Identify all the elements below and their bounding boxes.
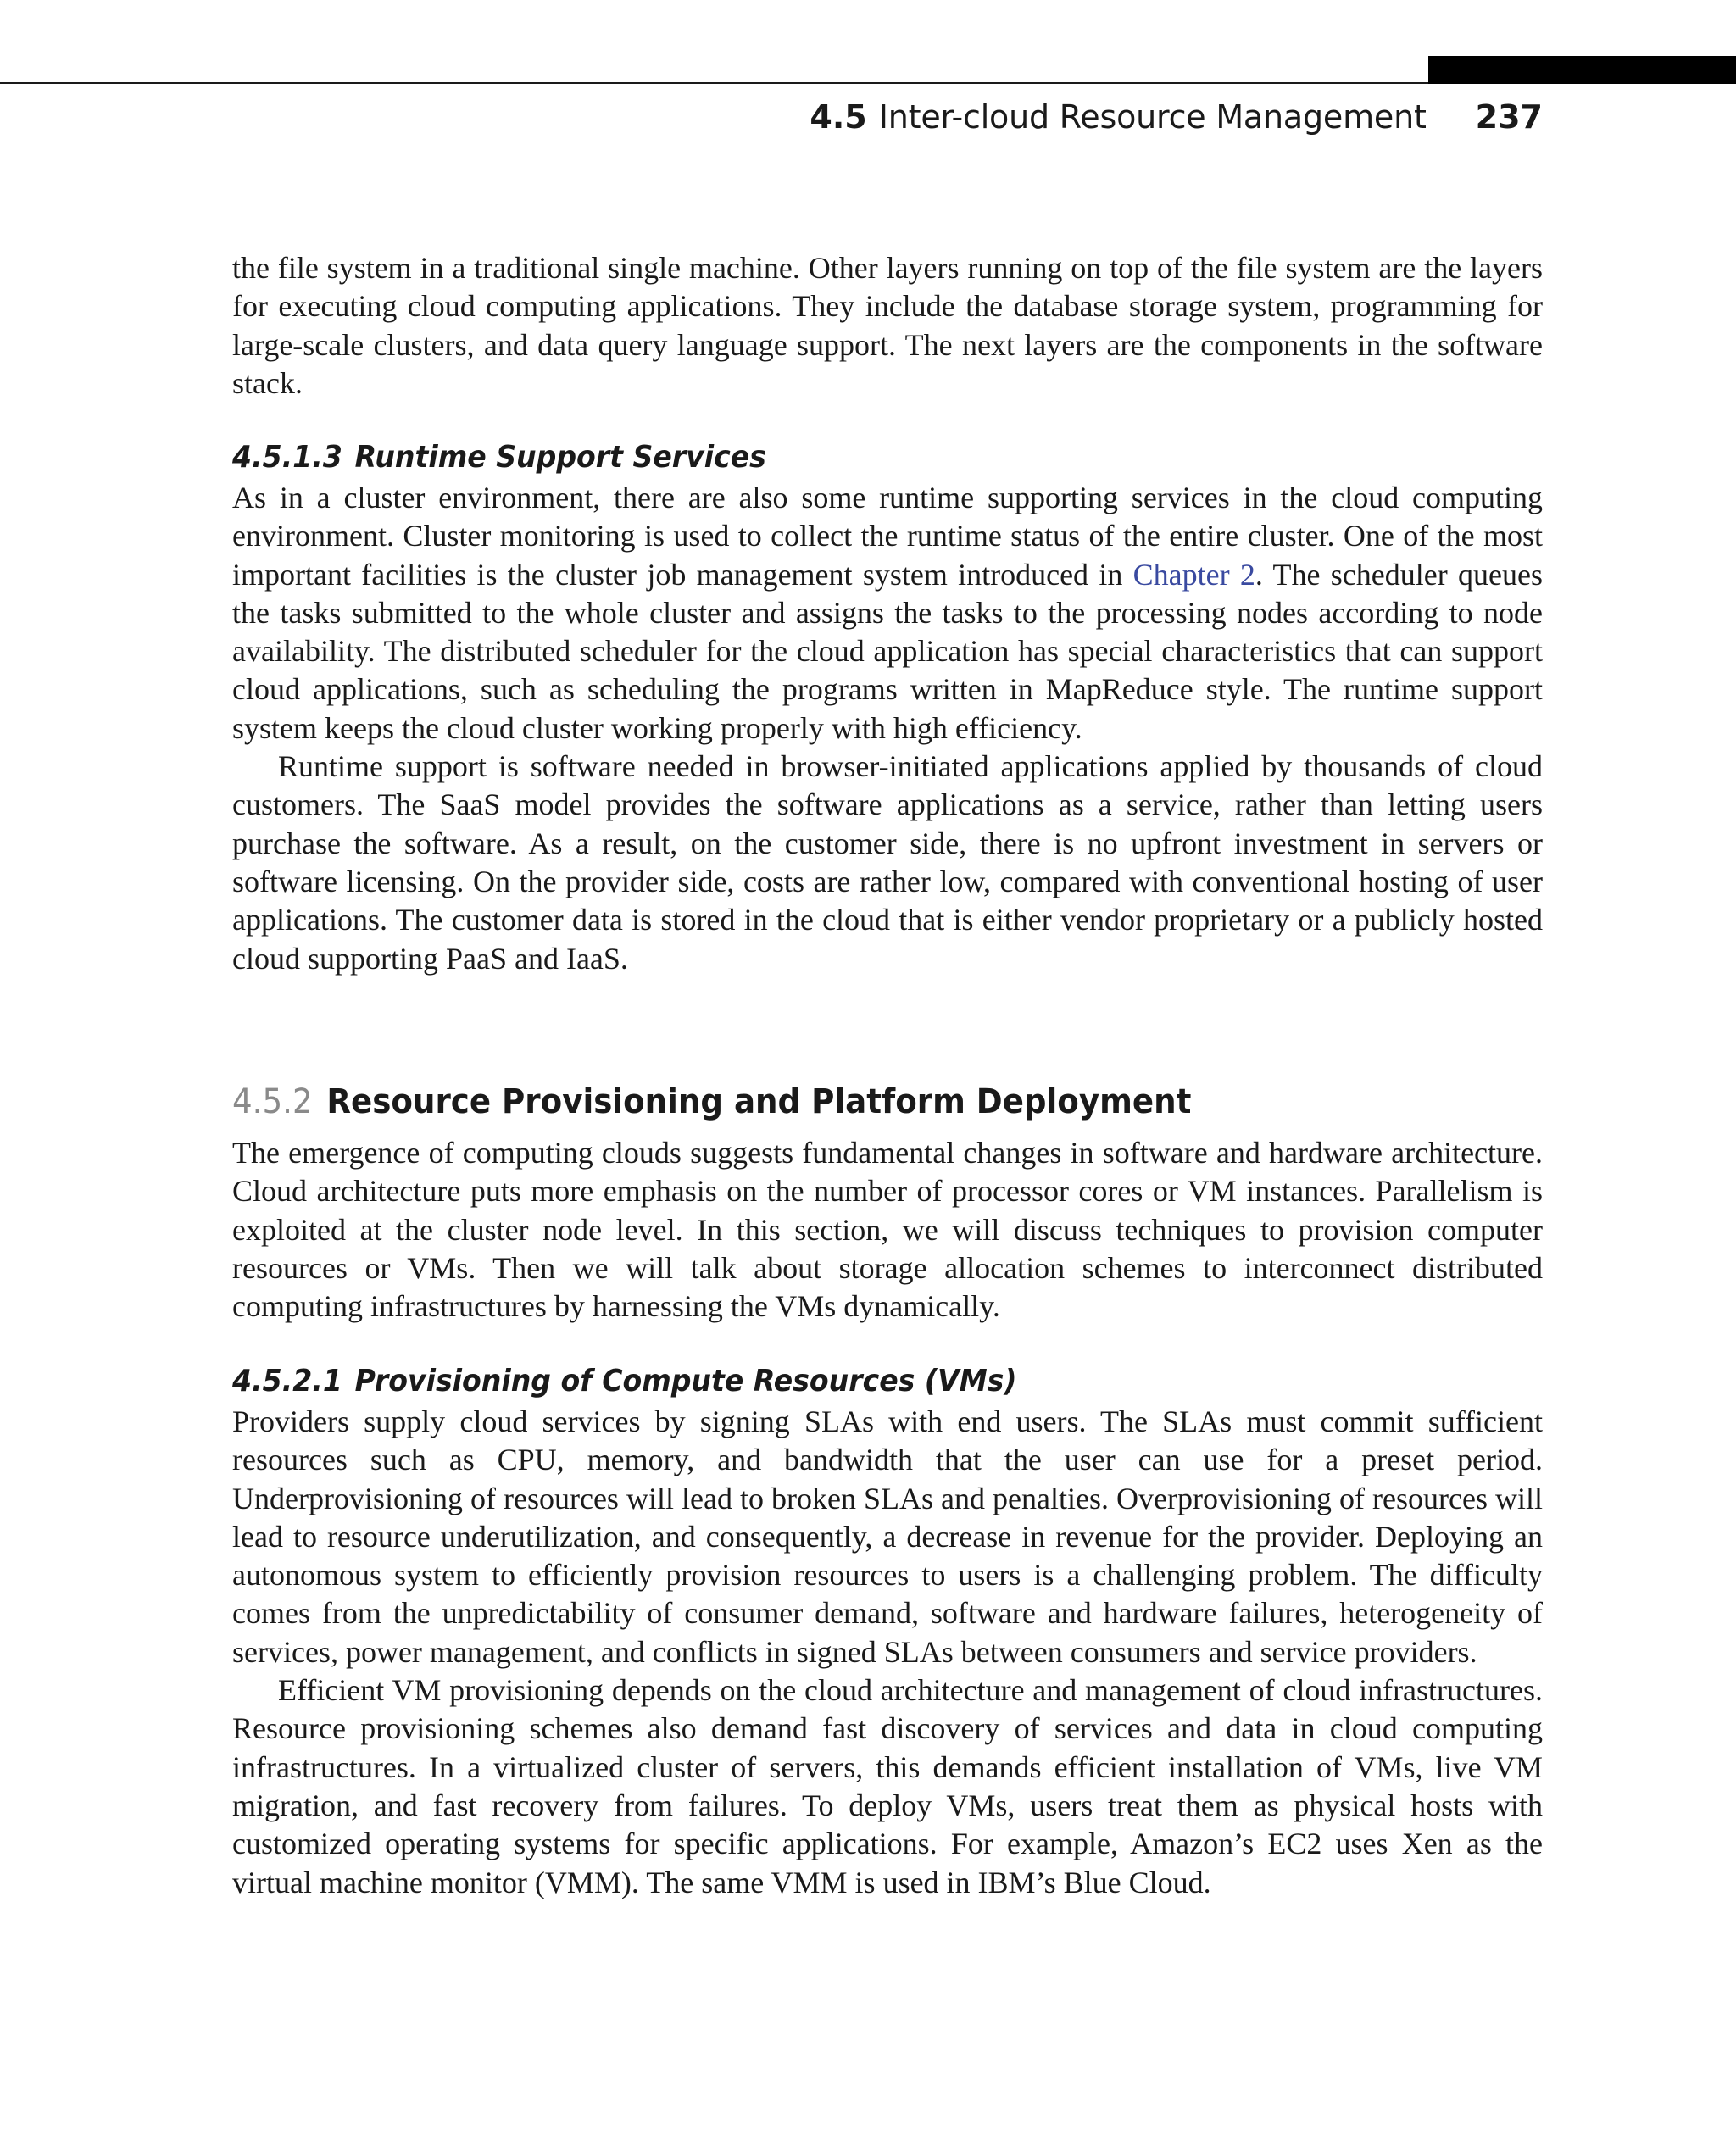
chapter-2-link[interactable]: Chapter 2 xyxy=(1132,557,1255,592)
p1-text-before-link: As in a cluster environment, there are also some runtime supporting services in the cloud computing environment. Cluster monitoring is used to collect the runtime status of the entire cluster. One of the most important facilities is the cluster job management system introduced in xyxy=(232,481,1543,592)
subsection-4513-heading xyxy=(232,438,1543,477)
subsection-4521-title: Provisioning of Compute Resources (VMs) xyxy=(354,1364,1017,1399)
subsection-4513-body xyxy=(232,479,1543,978)
subsection-4521-paragraph-2: Efficient VM provisioning depends on the cloud architecture and management of cloud infrastructures. Resource provisioning schemes also demand fast discovery of services and data in cloud computing infrastructures. In a virtualized cluster of servers, this demands efficient installation of VMs, live VM migration, and fast recovery from failures. To deploy VMs, users treat them as physical hosts with customized operating systems for specific applications. For example, Amazon’s EC2 uses Xen as the virtual machine monitor (VMM). The same VMM is used in IBM’s Blue Cloud. xyxy=(232,1673,1543,1899)
p1-text-after-link: . The scheduler queues the tasks submitted to the whole cluster and assigns the tasks to the processing nodes according to node availability. The distributed scheduler for the cloud application has special characteristics that can support cloud applications, such as scheduling the programs written in MapReduce style. The runtime support system keeps the cloud cluster working properly with high efficiency. xyxy=(232,557,1543,745)
subsection-4513-paragraph-2: Runtime support is software needed in browser-initiated applications applied by thousands of cloud customers. The SaaS model provides the software applications as a service, rather than letting users purchase the software. As a result, on the customer side, there is no upfront investment in servers or software licensing. On the provider side, costs are rather low, compared with conventional hosting of user applications. The customer data is stored in the cloud that is either vendor proprietary or a publicly hosted cloud supporting PaaS and IaaS. xyxy=(232,749,1543,976)
section-452-heading xyxy=(232,1080,1543,1124)
running-head-title: Inter-cloud Resource Management xyxy=(878,98,1427,136)
header-tab xyxy=(1428,56,1736,84)
intro-block xyxy=(232,249,1543,403)
running-head-section-number: 4.5 xyxy=(810,98,867,136)
section-452-title: Resource Provisioning and Platform Deployment xyxy=(326,1082,1192,1121)
subsection-4521-paragraph-1: Providers supply cloud services by signing SLAs with end users. The SLAs must commit sufficient resources such as CPU, memory, and bandwidth that the user can use for a preset period. Underprovisioning of resources will lead to broken SLAs and penalties. Overprovisioning of resources will lead to resource underutilization, and consequently, a decrease in revenue for the provider. Deploying an autonomous system to efficiently provision resources to users is a challenging problem. The difficulty comes from the unpredictability of consumer demand, software and hardware failures, heterogeneity of services, power management, and conflicts in signed SLAs between consumers and service providers. xyxy=(232,1404,1543,1669)
subsection-4521-number: 4.5.2.1 xyxy=(232,1364,342,1399)
subsection-4513-paragraph-1 xyxy=(232,479,1543,748)
section-452-body xyxy=(232,1134,1543,1326)
subsection-4521-heading xyxy=(232,1362,1543,1401)
subsection-4521-body xyxy=(232,1403,1543,1902)
intro-paragraph: the file system in a traditional single machine. Other layers running on top of the file system are the layers for executing cloud computing applications. They include the database storage system, programming for large-scale clusters, and data query language support. The next layers are the components in the software stack. xyxy=(232,251,1543,400)
subsection-4513-number: 4.5.1.3 xyxy=(232,440,342,475)
subsection-4513-title: Runtime Support Services xyxy=(354,440,766,475)
section-452-paragraph-1: The emergence of computing clouds suggests fundamental changes in software and hardware architecture. Cloud architecture puts more emphasis on the number of processor cores or VM instances. Parallelism is exploited at the cluster node level. In this section, we will discuss techniques to provision computer resources or VMs. Then we will talk about storage allocation schemes to interconnect distributed computing infrastructures by harnessing the VMs dynamically. xyxy=(232,1136,1543,1324)
running-head xyxy=(810,95,1543,139)
section-452-number: 4.5.2 xyxy=(232,1082,313,1121)
page-number: 237 xyxy=(1475,98,1543,136)
